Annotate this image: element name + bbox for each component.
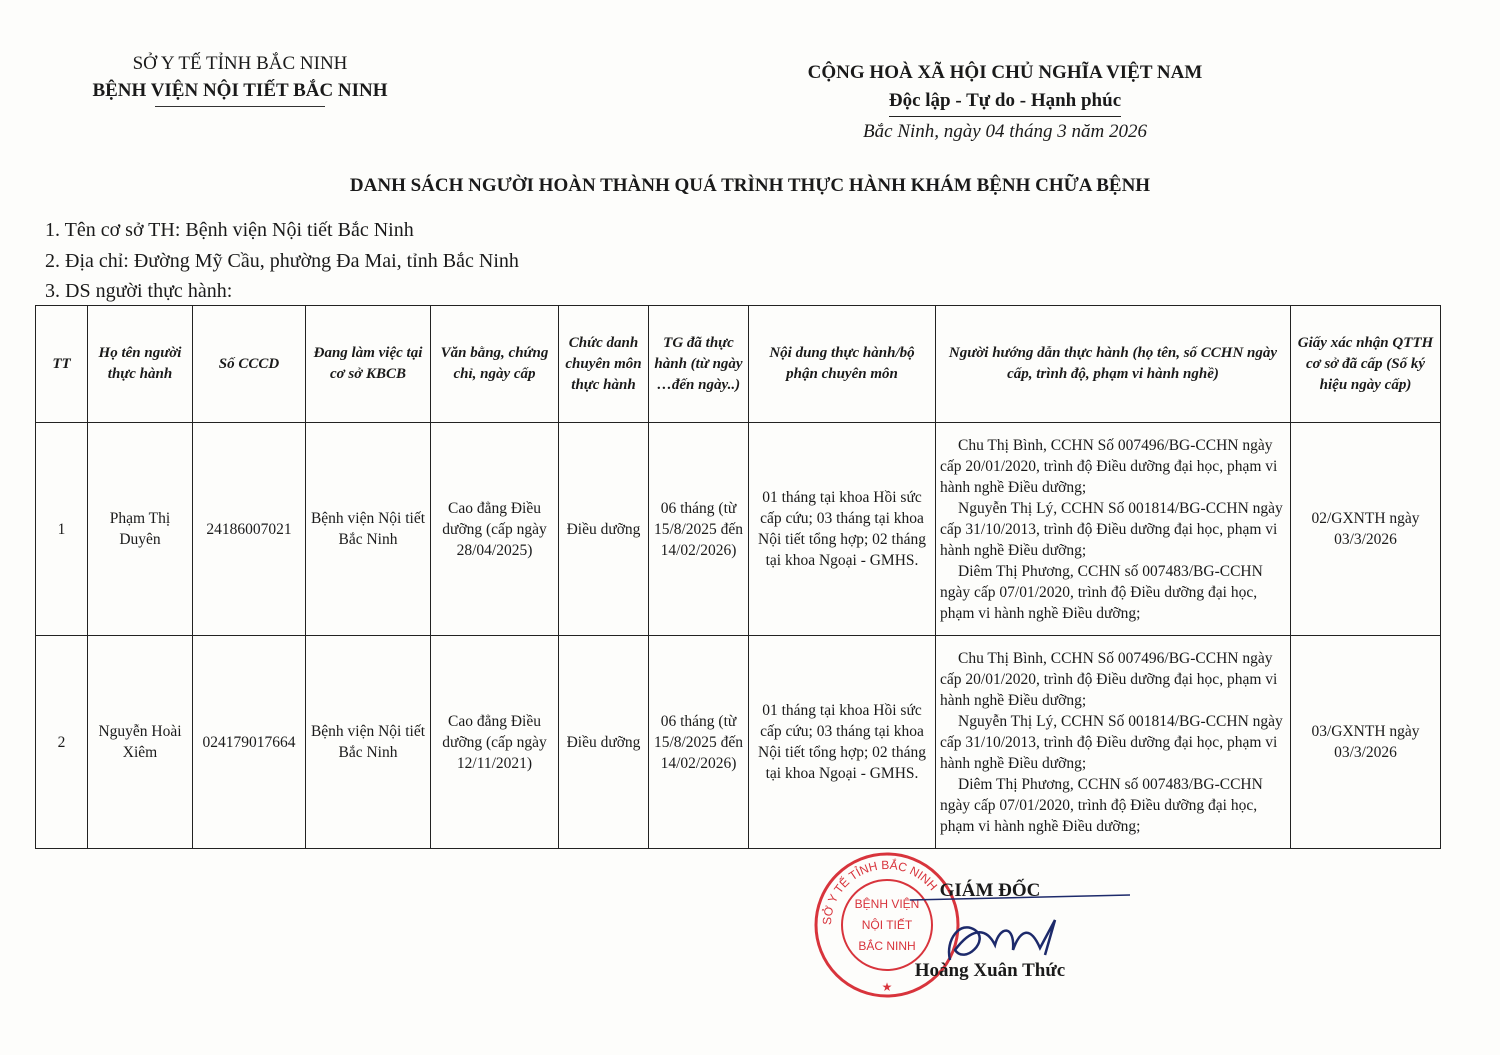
practitioner-table <box>35 305 1441 849</box>
handwritten-signature <box>905 890 1135 970</box>
header-underline <box>155 106 325 107</box>
table-row <box>36 423 1441 636</box>
cell-guides <box>936 636 1291 849</box>
national-header <box>760 60 1250 147</box>
cell-tt: 1 <box>36 423 88 636</box>
cell-name: Nguyễn Hoài Xiêm <box>88 636 193 849</box>
republic-name: CỘNG HOÀ XÃ HỘI CHỦ NGHĨA VIỆT NAM <box>807 62 1203 83</box>
stamp-ring-text: SỞ Y TẾ TỈNH BẮC NINH <box>819 857 941 926</box>
guide-entry: Nguyễn Thị Lý, CCHN Số 001814/BG-CCHN ngày cấp 31/10/2013, trình độ Điều dưỡng đại học, phạm vi hành nghề Điều dưỡng; <box>940 499 1283 559</box>
guide-entry: Nguyễn Thị Lý, CCHN Số 001814/BG-CCHN ngày cấp 31/10/2013, trình độ Điều dưỡng đại học, phạm vi hành nghề Điều dưỡng; <box>940 712 1283 772</box>
cell-title: Điều dưỡng <box>559 423 649 636</box>
cell-workplace: Bệnh viện Nội tiết Bắc Ninh <box>306 423 431 636</box>
issuer-header <box>70 52 410 107</box>
cell-content: 01 tháng tại khoa Hồi sức cấp cứu; 03 tháng tại khoa Nội tiết tổng hợp; 02 tháng tại khoa Ngoại - GMHS. <box>749 636 936 849</box>
cell-duration: 06 tháng (từ 15/8/2025 đến 14/02/2026) <box>649 423 749 636</box>
hospital-name: BỆNH VIỆN NỘI TIẾT BẮC NINH <box>92 80 388 101</box>
cell-certificate: 03/GXNTH ngày 03/3/2026 <box>1291 636 1441 849</box>
document-title: DANH SÁCH NGƯỜI HOÀN THÀNH QUÁ TRÌNH THỰC HÀNH KHÁM BỆNH CHỮA BỆNH <box>349 175 1151 196</box>
header-guide: Người hướng dẫn thực hành (họ tên, số CCHN ngày cấp, trình độ, phạm vi hành nghề) <box>936 306 1291 423</box>
cell-workplace: Bệnh viện Nội tiết Bắc Ninh <box>306 636 431 849</box>
cell-cccd: 24186007021 <box>193 423 306 636</box>
cell-degree: Cao đẳng Điều dưỡng (cấp ngày 28/04/2025) <box>431 423 559 636</box>
cell-content: 01 tháng tại khoa Hồi sức cấp cứu; 03 tháng tại khoa Nội tiết tổng hợp; 02 tháng tại khoa Ngoại - GMHS. <box>749 423 936 636</box>
stamp-line-3: BẮC NINH <box>858 939 916 953</box>
dateline: Bắc Ninh, ngày 04 tháng 3 năm 2026 <box>863 121 1147 142</box>
table-header-row <box>36 306 1441 423</box>
header-cccd: Số CCCD <box>193 306 306 423</box>
header-duration: TG đã thực hành (từ ngày …đến ngày..) <box>649 306 749 423</box>
cell-degree: Cao đẳng Điều dưỡng (cấp ngày 12/11/2021) <box>431 636 559 849</box>
header-workplace: Đang làm việc tại cơ sở KBCB <box>306 306 431 423</box>
header-content: Nội dung thực hành/bộ phận chuyên môn <box>749 306 936 423</box>
header-title: Chức danh chuyên môn thực hành <box>559 306 649 423</box>
facility-line: 1. Tên cơ sở TH: Bệnh viện Nội tiết Bắc Ninh <box>45 219 414 241</box>
national-motto: Độc lập - Tự do - Hạnh phúc <box>889 86 1121 117</box>
cell-tt: 2 <box>36 636 88 849</box>
guide-entry: Diêm Thị Phương, CCHN số 007483/BG-CCHN ngày cấp 07/01/2020, trình độ Điều dưỡng đại học, phạm vi hành nghề Điều dưỡng; <box>940 562 1263 622</box>
cell-guides <box>936 423 1291 636</box>
signer-name: Hoàng Xuân Thức <box>914 960 1066 981</box>
guide-entry: Chu Thị Bình, CCHN Số 007496/BG-CCHN ngày cấp 20/01/2020, trình độ Điều dưỡng đại học, phạm vi hành nghề Điều dưỡng; <box>940 436 1278 496</box>
header-certificate: Giấy xác nhận QTTH cơ sở đã cấp (Số ký hiệu ngày cấp) <box>1291 306 1441 423</box>
signer-role: GIÁM ĐỐC <box>939 880 1041 901</box>
cell-title: Điều dưỡng <box>559 636 649 849</box>
header-tt: TT <box>36 306 88 423</box>
guide-entry: Chu Thị Bình, CCHN Số 007496/BG-CCHN ngày cấp 20/01/2020, trình độ Điều dưỡng đại học, phạm vi hành nghề Điều dưỡng; <box>940 649 1278 709</box>
header-name: Họ tên người thực hành <box>88 306 193 423</box>
guide-entry: Diêm Thị Phương, CCHN số 007483/BG-CCHN ngày cấp 07/01/2020, trình độ Điều dưỡng đại học, phạm vi hành nghề Điều dưỡng; <box>940 775 1263 835</box>
header-degree: Văn bằng, chứng chỉ, ngày cấp <box>431 306 559 423</box>
stamp-line-2: NỘI TIẾT <box>861 918 913 932</box>
cell-certificate: 02/GXNTH ngày 03/3/2026 <box>1291 423 1441 636</box>
cell-cccd: 024179017664 <box>193 636 306 849</box>
star-icon: ★ <box>881 980 893 994</box>
list-label: 3. DS người thực hành: <box>45 280 233 302</box>
cell-name: Phạm Thị Duyên <box>88 423 193 636</box>
cell-duration: 06 tháng (từ 15/8/2025 đến 14/02/2026) <box>649 636 749 849</box>
address-line: 2. Địa chỉ: Đường Mỹ Cầu, phường Đa Mai, tỉnh Bắc Ninh <box>45 250 519 272</box>
department-name: SỞ Y TẾ TỈNH BẮC NINH <box>132 53 348 74</box>
table-row <box>36 636 1441 849</box>
stamp-line-1: BỆNH VIỆN <box>854 897 920 911</box>
